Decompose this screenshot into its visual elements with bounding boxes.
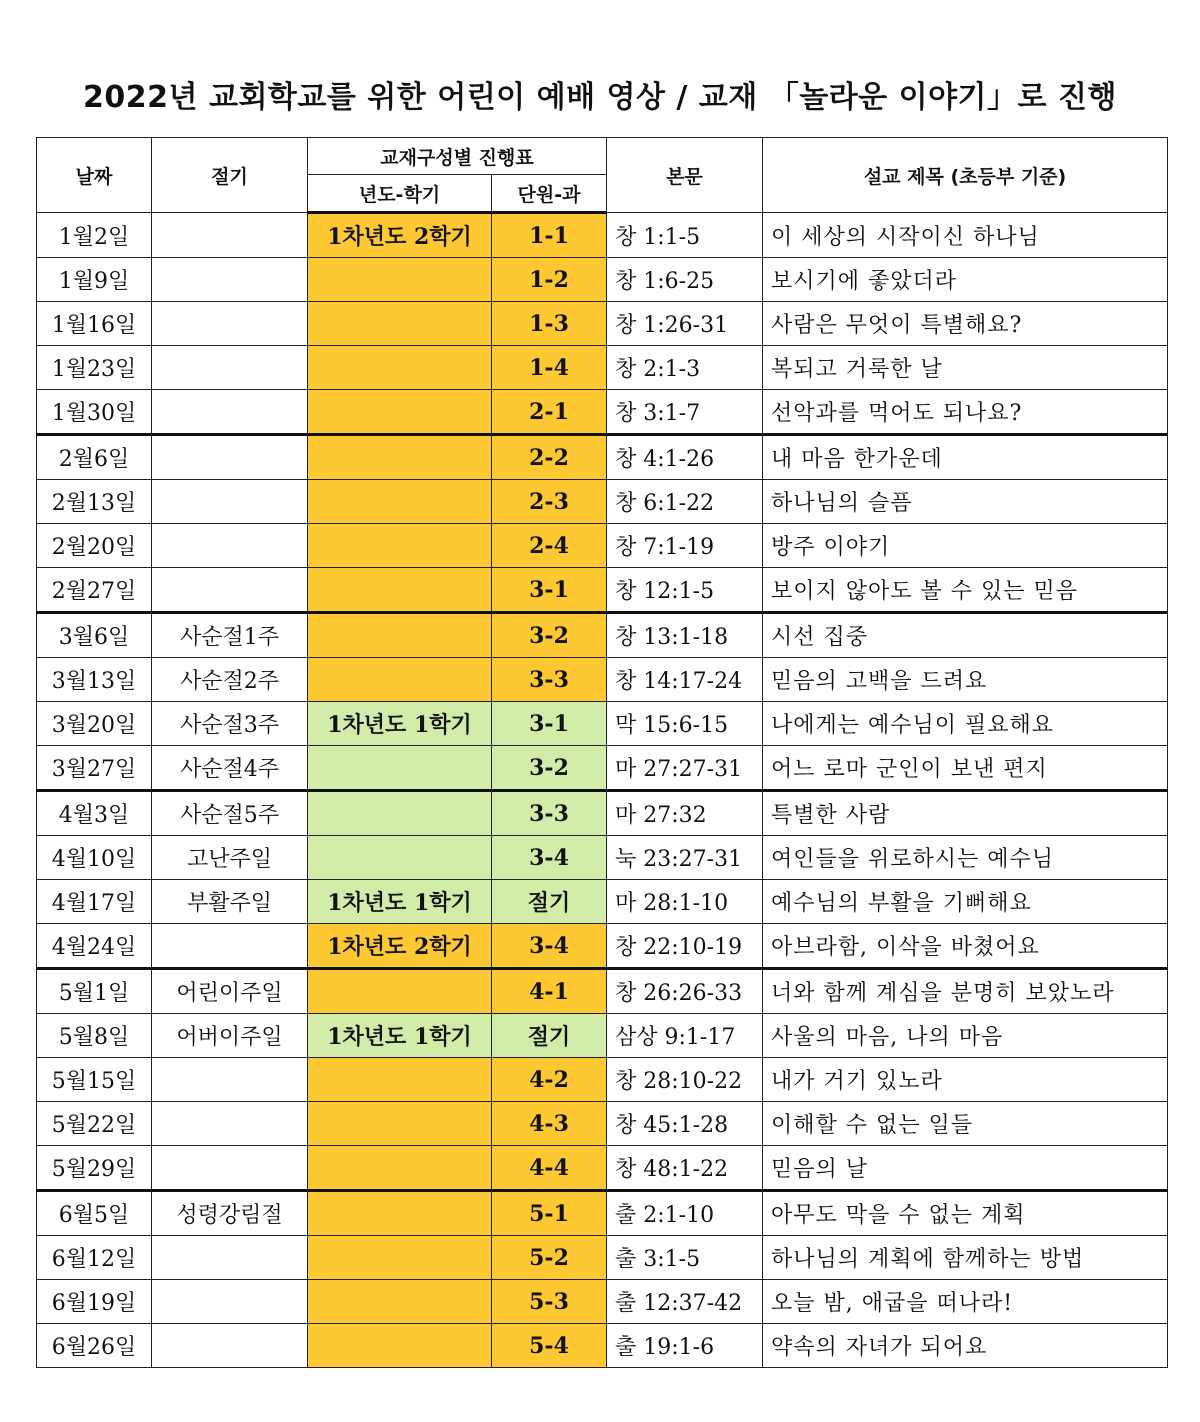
sermon-title-cell: 복되고 거룩한 날 [763,346,1168,390]
table-row [37,613,1168,658]
date-cell: 5월15일 [37,1058,152,1102]
term-cell: 1차년도 1학기 [308,880,492,924]
season-cell [152,1058,308,1102]
season-cell: 사순절3주 [152,702,308,746]
season-cell [152,302,308,346]
sermon-title-cell: 약속의 자녀가 되어요 [763,1324,1168,1368]
table-row [37,1236,1168,1280]
header-progress-group: 교재구성별 진행표 [308,138,607,175]
unit-cell: 3-2 [492,613,607,658]
term-cell [308,524,492,568]
schedule-body [37,213,1168,1368]
table-row [37,702,1168,746]
term-cell [308,302,492,346]
season-cell: 고난주일 [152,836,308,880]
sermon-title-cell: 믿음의 고백을 드려요 [763,658,1168,702]
table-row [37,302,1168,346]
unit-cell: 3-3 [492,658,607,702]
table-row [37,791,1168,836]
sermon-title-cell: 예수님의 부활을 기뻐해요 [763,880,1168,924]
scripture-cell: 창 12:1-5 [607,568,763,613]
date-cell: 5월8일 [37,1014,152,1058]
scripture-cell: 창 26:26-33 [607,969,763,1014]
season-cell: 사순절2주 [152,658,308,702]
unit-cell: 3-2 [492,746,607,791]
unit-cell: 2-2 [492,435,607,480]
table-row [37,1146,1168,1191]
scripture-cell: 창 4:1-26 [607,435,763,480]
season-cell [152,1324,308,1368]
unit-cell: 1-1 [492,213,607,258]
unit-cell: 4-3 [492,1102,607,1146]
table-row [37,1191,1168,1236]
date-cell: 5월22일 [37,1102,152,1146]
table-row [37,213,1168,258]
table-row [37,969,1168,1014]
scripture-cell: 창 28:10-22 [607,1058,763,1102]
season-cell: 부활주일 [152,880,308,924]
date-cell: 1월16일 [37,302,152,346]
term-cell [308,568,492,613]
sermon-title-cell: 어느 로마 군인이 보낸 편지 [763,746,1168,791]
season-cell: 어버이주일 [152,1014,308,1058]
table-row [37,658,1168,702]
scripture-cell: 창 1:6-25 [607,258,763,302]
scripture-cell: 출 2:1-10 [607,1191,763,1236]
term-cell [308,1324,492,1368]
header-scripture: 본문 [607,138,763,213]
term-cell: 1차년도 2학기 [308,924,492,969]
sermon-title-cell: 여인들을 위로하시는 예수님 [763,836,1168,880]
season-cell [152,1236,308,1280]
scripture-cell: 창 48:1-22 [607,1146,763,1191]
header-sermon-title: 설교 제목 (초등부 기준) [763,138,1168,213]
scripture-cell: 창 6:1-22 [607,480,763,524]
header-date: 날짜 [37,138,152,213]
date-cell: 2월20일 [37,524,152,568]
scripture-cell: 막 15:6-15 [607,702,763,746]
sermon-title-cell: 선악과를 먹어도 되나요? [763,390,1168,435]
season-cell [152,435,308,480]
sermon-title-cell: 아브라함, 이삭을 바쳤어요 [763,924,1168,969]
scripture-cell: 삼상 9:1-17 [607,1014,763,1058]
term-cell [308,346,492,390]
unit-cell: 4-4 [492,1146,607,1191]
season-cell [152,524,308,568]
table-row [37,880,1168,924]
sermon-title-cell: 사람은 무엇이 특별해요? [763,302,1168,346]
table-row [37,258,1168,302]
date-cell: 3월20일 [37,702,152,746]
date-cell: 5월29일 [37,1146,152,1191]
date-cell: 6월19일 [37,1280,152,1324]
table-row [37,836,1168,880]
season-cell [152,390,308,435]
sermon-title-cell: 이해할 수 없는 일들 [763,1102,1168,1146]
scripture-cell: 출 19:1-6 [607,1324,763,1368]
sermon-title-cell: 이 세상의 시작이신 하나님 [763,213,1168,258]
sermon-title-cell: 보이지 않아도 볼 수 있는 믿음 [763,568,1168,613]
term-cell [308,258,492,302]
unit-cell: 4-1 [492,969,607,1014]
term-cell: 1차년도 2학기 [308,213,492,258]
table-row [37,390,1168,435]
scripture-cell: 창 1:1-5 [607,213,763,258]
unit-cell: 5-2 [492,1236,607,1280]
unit-cell: 2-1 [492,390,607,435]
unit-cell: 3-1 [492,702,607,746]
table-row [37,924,1168,969]
date-cell: 4월17일 [37,880,152,924]
season-cell: 사순절5주 [152,791,308,836]
scripture-cell: 출 12:37-42 [607,1280,763,1324]
sermon-title-cell: 아무도 막을 수 없는 계획 [763,1191,1168,1236]
scripture-cell: 마 27:32 [607,791,763,836]
term-cell [308,969,492,1014]
term-cell [308,1146,492,1191]
season-cell [152,258,308,302]
date-cell: 2월6일 [37,435,152,480]
scripture-cell: 창 3:1-7 [607,390,763,435]
date-cell: 3월13일 [37,658,152,702]
sermon-title-cell: 오늘 밤, 애굽을 떠나라! [763,1280,1168,1324]
date-cell: 1월2일 [37,213,152,258]
sermon-title-cell: 믿음의 날 [763,1146,1168,1191]
table-row [37,1324,1168,1368]
date-cell: 3월27일 [37,746,152,791]
season-cell [152,480,308,524]
unit-cell: 5-1 [492,1191,607,1236]
season-cell: 성령강림절 [152,1191,308,1236]
unit-cell: 절기 [492,1014,607,1058]
date-cell: 4월10일 [37,836,152,880]
season-cell [152,568,308,613]
season-cell [152,1280,308,1324]
date-cell: 4월3일 [37,791,152,836]
season-cell [152,1146,308,1191]
unit-cell: 3-1 [492,568,607,613]
unit-cell: 4-2 [492,1058,607,1102]
header-term: 년도-학기 [308,175,492,213]
scripture-cell: 창 22:10-19 [607,924,763,969]
term-cell [308,836,492,880]
table-row [37,346,1168,390]
sermon-title-cell: 특별한 사람 [763,791,1168,836]
table-row [37,524,1168,568]
sermon-title-cell: 보시기에 좋았더라 [763,258,1168,302]
unit-cell: 5-3 [492,1280,607,1324]
scripture-cell: 창 1:26-31 [607,302,763,346]
page-title: 2022년 교회학교를 위한 어린이 예배 영상 / 교재 「놀라운 이야기」로 진행 [83,80,1117,115]
unit-cell: 2-3 [492,480,607,524]
term-cell [308,746,492,791]
unit-cell: 3-3 [492,791,607,836]
unit-cell: 3-4 [492,836,607,880]
sermon-title-cell: 방주 이야기 [763,524,1168,568]
table-row [37,746,1168,791]
unit-cell: 절기 [492,880,607,924]
term-cell [308,791,492,836]
date-cell: 3월6일 [37,613,152,658]
table-row [37,1102,1168,1146]
term-cell [308,1102,492,1146]
term-cell [308,480,492,524]
scripture-cell: 출 3:1-5 [607,1236,763,1280]
scripture-cell: 마 27:27-31 [607,746,763,791]
unit-cell: 1-4 [492,346,607,390]
table-row [37,1280,1168,1324]
sermon-title-cell: 내 마음 한가운데 [763,435,1168,480]
term-cell [308,1236,492,1280]
date-cell: 4월24일 [37,924,152,969]
sermon-title-cell: 하나님의 계획에 함께하는 방법 [763,1236,1168,1280]
term-cell [308,1280,492,1324]
scripture-cell: 눅 23:27-31 [607,836,763,880]
schedule-table [36,137,1168,1368]
term-cell [308,658,492,702]
table-row [37,480,1168,524]
date-cell: 1월23일 [37,346,152,390]
sermon-title-cell: 나에게는 예수님이 필요해요 [763,702,1168,746]
date-cell: 2월13일 [37,480,152,524]
unit-cell: 5-4 [492,1324,607,1368]
unit-cell: 3-4 [492,924,607,969]
unit-cell: 2-4 [492,524,607,568]
season-cell [152,924,308,969]
term-cell [308,390,492,435]
date-cell: 5월1일 [37,969,152,1014]
unit-cell: 1-2 [492,258,607,302]
scripture-cell: 창 7:1-19 [607,524,763,568]
date-cell: 6월26일 [37,1324,152,1368]
season-cell [152,213,308,258]
scripture-cell: 창 13:1-18 [607,613,763,658]
season-cell: 어린이주일 [152,969,308,1014]
term-cell [308,1058,492,1102]
scripture-cell: 마 28:1-10 [607,880,763,924]
header-unit: 단원-과 [492,175,607,213]
table-row [37,1014,1168,1058]
date-cell: 1월30일 [37,390,152,435]
sermon-title-cell: 시선 집중 [763,613,1168,658]
season-cell: 사순절1주 [152,613,308,658]
term-cell [308,613,492,658]
season-cell: 사순절4주 [152,746,308,791]
term-cell [308,435,492,480]
table-row [37,568,1168,613]
scripture-cell: 창 14:17-24 [607,658,763,702]
unit-cell: 1-3 [492,302,607,346]
season-cell [152,1102,308,1146]
date-cell: 6월5일 [37,1191,152,1236]
date-cell: 6월12일 [37,1236,152,1280]
table-row [37,435,1168,480]
term-cell [308,1191,492,1236]
term-cell: 1차년도 1학기 [308,1014,492,1058]
term-cell: 1차년도 1학기 [308,702,492,746]
table-row [37,1058,1168,1102]
date-cell: 2월27일 [37,568,152,613]
scripture-cell: 창 2:1-3 [607,346,763,390]
scripture-cell: 창 45:1-28 [607,1102,763,1146]
sermon-title-cell: 너와 함께 계심을 분명히 보았노라 [763,969,1168,1014]
season-cell [152,346,308,390]
sermon-title-cell: 내가 거기 있노라 [763,1058,1168,1102]
date-cell: 1월9일 [37,258,152,302]
header-season: 절기 [152,138,308,213]
sermon-title-cell: 사울의 마음, 나의 마음 [763,1014,1168,1058]
sermon-title-cell: 하나님의 슬픔 [763,480,1168,524]
